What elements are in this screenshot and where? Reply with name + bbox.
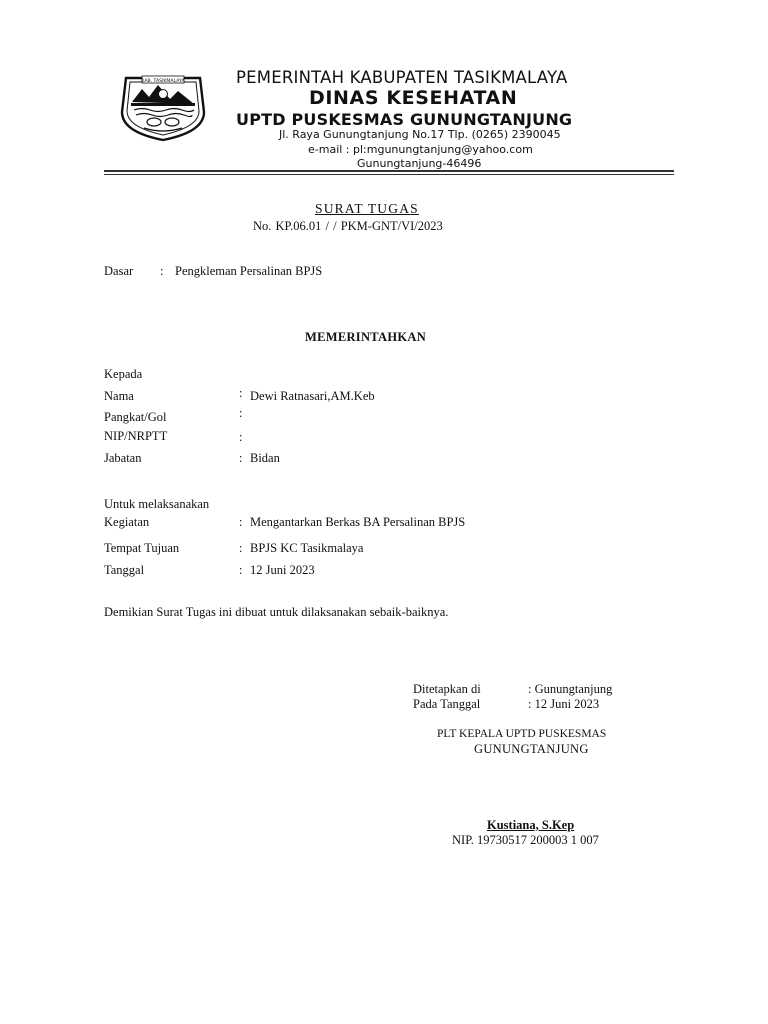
government-name: PEMERINTAH KABUPATEN TASIKMALAYA	[236, 68, 568, 87]
field-colon: :	[239, 451, 243, 465]
command-heading: MEMERINTAHKAN	[305, 330, 427, 344]
closing-statement: Demikian Surat Tugas ini dibuat untuk dilaksanakan sebaik-baiknya.	[104, 605, 449, 619]
field-colon: :	[239, 430, 243, 444]
signatory-name: Kustiana, S.Kep	[487, 818, 575, 832]
field-value-nama: Dewi Ratnasari,AM.Keb	[250, 389, 375, 403]
logo-text: KAB. TASIKMALAYA	[141, 78, 185, 84]
assignment-heading: Untuk melaksanakan	[104, 497, 210, 511]
field-label-kegiatan: Kegiatan	[104, 515, 150, 529]
field-label-nama: Nama	[104, 389, 134, 403]
field-label-pangkat: Pangkat/Gol	[104, 410, 167, 424]
field-colon: :	[239, 541, 243, 555]
field-colon: :	[239, 515, 243, 529]
department-name: DINAS KESEHATAN	[309, 87, 518, 109]
field-value-kegiatan: Mengantarkan Berkas BA Persalinan BPJS	[250, 515, 466, 529]
basis-label: Dasar	[104, 264, 134, 278]
postal-line: Gunungtanjung-46496	[357, 157, 482, 170]
basis-colon: :	[160, 264, 164, 278]
issued-date-label: Pada Tanggal	[413, 697, 481, 711]
unit-name: UPTD PUSKESMAS GUNUNGTANJUNG	[236, 110, 573, 129]
recipient-heading: Kepada	[104, 367, 143, 381]
regency-logo-icon	[118, 72, 208, 142]
field-colon: :	[239, 386, 243, 400]
letterhead-divider-thin	[104, 174, 674, 175]
field-label-tempat: Tempat Tujuan	[104, 541, 180, 555]
field-colon: :	[239, 406, 243, 420]
signatory-position-line2: GUNUNGTANJUNG	[474, 742, 589, 756]
letterhead-divider	[104, 170, 674, 172]
field-value-tempat: BPJS KC Tasikmalaya	[250, 541, 364, 555]
field-value-jabatan: Bidan	[250, 451, 280, 465]
field-label-jabatan: Jabatan	[104, 451, 142, 465]
issued-place-label: Ditetapkan di	[413, 682, 481, 696]
address-line: Jl. Raya Gunungtanjung No.17 Tlp. (0265) 2390045	[279, 128, 561, 141]
email-line: e-mail : pl:mgunungtanjung@yahoo.com	[308, 143, 533, 156]
issued-date-value: : 12 Juni 2023	[528, 697, 600, 711]
signatory-position-line1: PLT KEPALA UPTD PUSKESMAS	[437, 728, 607, 740]
basis-value: Pengkleman Persalinan BPJS	[175, 264, 323, 278]
field-value-tanggal: 12 Juni 2023	[250, 563, 315, 577]
document-title: SURAT TUGAS	[315, 201, 419, 216]
field-colon: :	[239, 563, 243, 577]
signatory-nip: NIP. 19730517 200003 1 007	[452, 833, 599, 847]
field-label-tanggal: Tanggal	[104, 563, 145, 577]
issued-place-value: : Gunungtanjung	[528, 682, 613, 696]
field-label-nip: NIP/NRPTT	[104, 429, 168, 443]
document-number: No. KP.06.01 / / PKM-GNT/VI/2023	[253, 219, 443, 233]
